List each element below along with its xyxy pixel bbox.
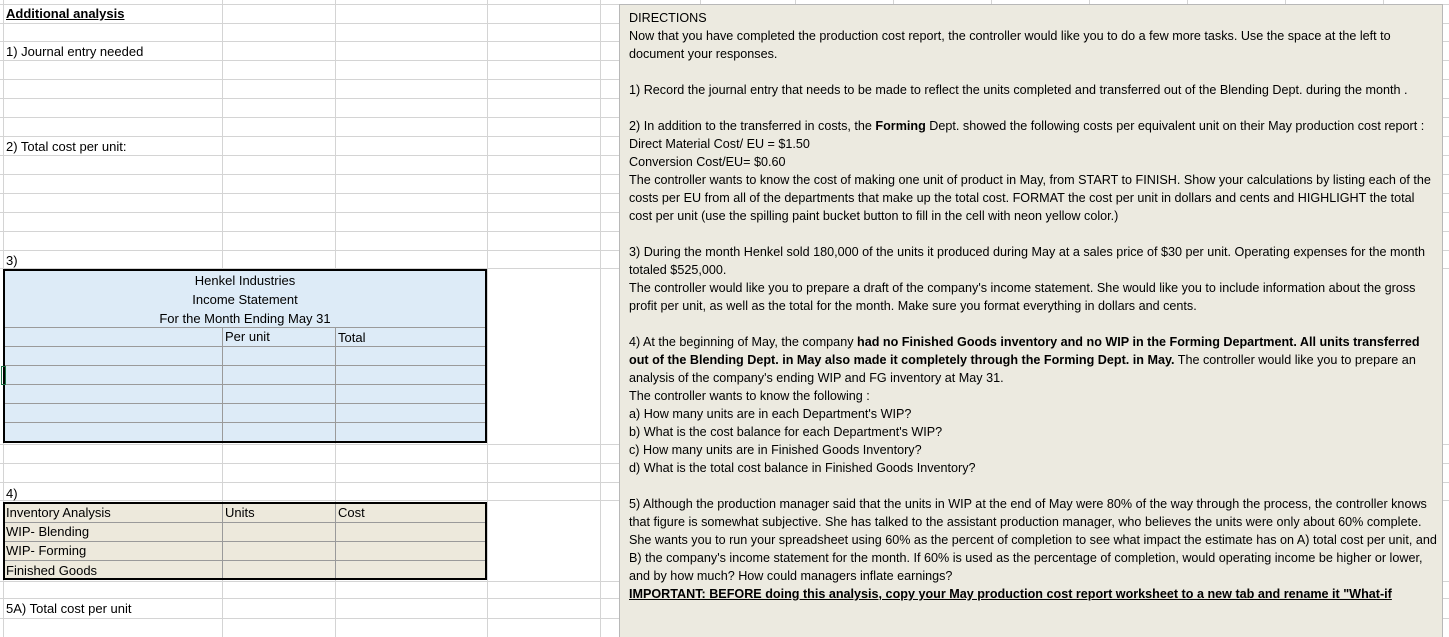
row-wip-blending[interactable]: WIP- Blending xyxy=(6,524,90,539)
directions-item-1: 1) Record the journal entry that needs to be made to reflect the units completed and transferred out of the Blending Dept. during the month . xyxy=(629,83,1408,97)
income-statement-label[interactable]: 3) xyxy=(6,253,18,268)
directions-item-3b: The controller would like you to prepare a draft of the company's income statement. She would like you to include information about the gross profit per unit, as well as the total for the month. Make sure you format everything in dollars and cents. xyxy=(629,281,1416,313)
inventory-section-label[interactable]: 4) xyxy=(6,486,18,501)
statement-period: For the Month Ending May 31 xyxy=(159,311,331,326)
directions-item-4: 4) At the beginning of May, the company had no Finished Goods inventory and no WIP in the Forming Department. All units transferred out of the Blending Dept. in May also made it completely through the Forming Dept. in May. The controller would like you to prepare an analysis of the company's ending WIP and FG inventory at May 31. xyxy=(629,335,1420,385)
company-name: Henkel Industries xyxy=(194,273,296,288)
cost-header[interactable]: Cost xyxy=(338,505,365,520)
directions-item-4c: c) How many units are in Finished Goods Inventory? xyxy=(629,443,922,457)
statement-title: Income Statement xyxy=(192,292,298,307)
row-wip-forming[interactable]: WIP- Forming xyxy=(6,543,87,558)
directions-item-2-body: The controller wants to know the cost of making one unit of product in May, from START to FINISH. Show your calculations by listing each of the costs per EU from all of the departments that make up the total cost. FORMAT the cost per unit in dollars and cents and HIGHLIGHT the total cost per unit (use the spilling paint bucket button to fill in the cell with neon yellow color.) xyxy=(629,173,1431,223)
directions-item-2: 2) In addition to the transferred in costs, the Forming Dept. showed the following costs per equivalent unit on their May production cost report : xyxy=(629,119,1425,133)
direct-material-cost: Direct Material Cost/ EU = $1.50 xyxy=(629,137,810,151)
directions-item-4a: a) How many units are in each Department's WIP? xyxy=(629,407,912,421)
directions-item-5: 5) Although the production manager said that the units in WIP at the end of May were 80% of the way through the process, the controller knows that figure is somewhat subjective. She has talked to the assistant production manager, who believes the units were only about 60% complete. She wants you to run your spreadsheet using 60% as the percent of completion to see what impact the estimate has on A) total cost per unit, and B) the company's income statement for the month. If 60% is used as the percentage of completion, would operating income be higher or lower, and by how much? How could managers inflate earnings? xyxy=(629,497,1437,583)
cell-selection-marker xyxy=(1,366,6,385)
per-unit-header[interactable]: Per unit xyxy=(225,329,270,344)
directions-item-4-wants: The controller wants to know the following : xyxy=(629,389,870,403)
directions-title: DIRECTIONS xyxy=(629,11,707,25)
conversion-cost: Conversion Cost/EU= $0.60 xyxy=(629,155,786,169)
total-header[interactable]: Total xyxy=(338,330,366,345)
what-if-cost-label[interactable]: 5A) Total cost per unit xyxy=(6,601,132,616)
directions-item-3a: 3) During the month Henkel sold 180,000 of the units it produced during May at a sales price of $30 per unit. Operating expenses for the month totaled $525,000. xyxy=(629,245,1425,277)
row-finished-goods[interactable]: Finished Goods xyxy=(6,563,98,578)
directions-item-4d: d) What is the total cost balance in Finished Goods Inventory? xyxy=(629,461,976,475)
directions-item-4b: b) What is the cost balance for each Department's WIP? xyxy=(629,425,943,439)
total-cost-label[interactable]: 2) Total cost per unit: xyxy=(6,139,127,154)
sheet-heading[interactable]: Additional analysis xyxy=(6,6,125,21)
directions-intro: Now that you have completed the production cost report, the controller would like you to do a few more tasks. Use the space at the left to document your responses. xyxy=(629,29,1391,61)
journal-entry-label[interactable]: 1) Journal entry needed xyxy=(6,44,144,59)
directions-important: IMPORTANT: BEFORE doing this analysis, copy your May production cost report worksheet to a new tab and rename it "What-if xyxy=(629,587,1392,601)
directions-textbox[interactable] xyxy=(619,4,1443,637)
units-header[interactable]: Units xyxy=(225,505,255,520)
inventory-analysis-header[interactable]: Inventory Analysis xyxy=(6,505,111,520)
